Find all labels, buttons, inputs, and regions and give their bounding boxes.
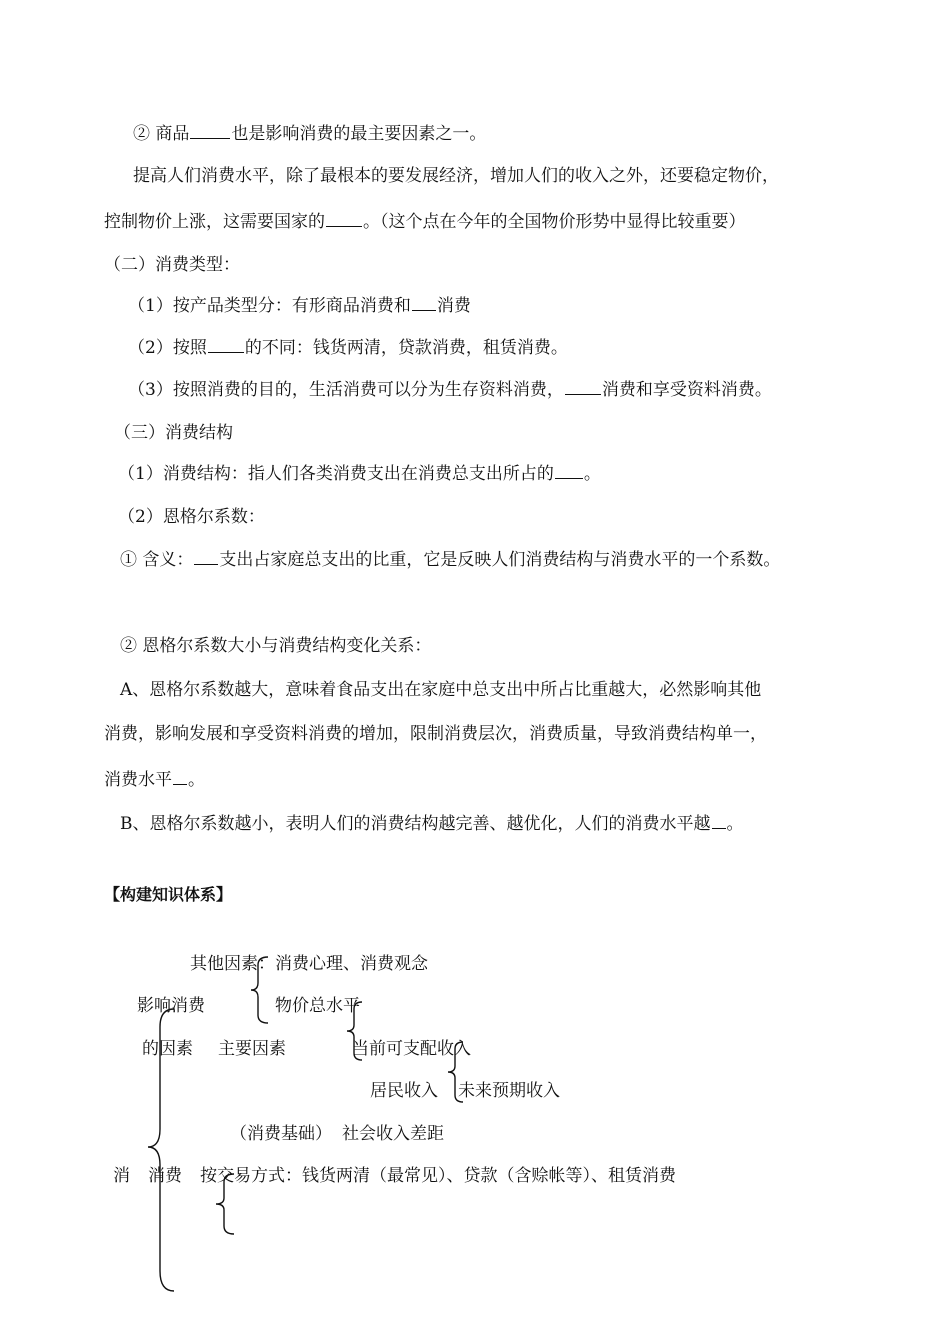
blank-field	[326, 210, 362, 227]
brace-icon	[140, 1005, 180, 1297]
diagram-basis: （消费基础）	[230, 1124, 332, 1144]
blank-field	[194, 548, 218, 565]
text-line: 消费，影响发展和享受资料消费的增加，限制消费层次，消费质量，导致消费结构单一，	[104, 724, 767, 744]
blank-field	[208, 336, 244, 353]
brace-icon	[342, 1000, 366, 1062]
text-line: A、恩格尔系数越大，意味着食品支出在家庭中总支出中所占比重越大，必然影响其他	[120, 680, 762, 700]
diagram-income-gap: 社会收入差距	[342, 1124, 444, 1144]
diagram-xiaofei: 消费	[148, 1166, 182, 1186]
blank-field	[412, 294, 436, 311]
diagram-future-income: 未来预期收入	[458, 1081, 560, 1101]
text-line: （2）恩格尔系数：	[118, 507, 265, 527]
text-line: ② 商品 也是影响消费的最主要因素之一。	[133, 124, 487, 144]
blank-field	[173, 768, 187, 785]
blank-field	[565, 378, 601, 395]
diagram-other-factors: 其他因素：消费心理、消费观念	[190, 954, 428, 974]
diagram-price-level: 物价总水平	[275, 996, 360, 1016]
brace-icon	[248, 955, 272, 1025]
text-line: 提高人们消费水平，除了最根本的要发展经济，增加人们的收入之外，还要稳定物价，	[133, 166, 779, 186]
section-title: 【构建知识体系】	[104, 885, 233, 904]
text-line: （1）消费结构：指人们各类消费支出在消费总支出所占的 。	[118, 464, 601, 484]
section-heading: （二）消费类型：	[104, 255, 240, 275]
brace-icon	[210, 1172, 240, 1236]
text-line: 消费水平 。	[104, 770, 205, 790]
diagram-by-trade: 按交易方式：钱货两清（最常见）、贷款（含赊帐等）、租赁消费	[200, 1166, 676, 1186]
blank-field	[712, 812, 726, 829]
blank-field	[555, 462, 583, 479]
blank-field	[190, 122, 230, 139]
text-line: ② 恩格尔系数大小与消费结构变化关系：	[120, 636, 432, 656]
diagram-resident-income: 居民收入	[370, 1081, 438, 1101]
brace-icon	[443, 1040, 467, 1104]
diagram-factors: 的因素	[142, 1039, 193, 1059]
diagram-current-income: 当前可支配收入	[352, 1039, 471, 1059]
text-line: 控制物价上涨，这需要国家的 。（这个点在今年的全国物价形势中显得比较重要）	[104, 212, 746, 232]
text-line: B、恩格尔系数越小，表明人们的消费结构越完善、越优化，人们的消费水平越 。	[120, 814, 744, 834]
text-line: （1）按产品类型分：有形商品消费和 消费	[128, 296, 471, 316]
diagram-main-factors: 主要因素	[218, 1039, 286, 1059]
diagram-influence: 影响消费	[137, 996, 205, 1016]
section-heading: （三）消费结构	[114, 423, 233, 443]
diagram-xiao: 消	[113, 1166, 130, 1186]
text-line: （2）按照 的不同：钱货两清，贷款消费，租赁消费。	[128, 338, 568, 358]
text-line: （3）按照消费的目的，生活消费可以分为生存资料消费， 消费和享受资料消费。	[128, 380, 772, 400]
text-line: ① 含义： 支出占家庭总支出的比重，它是反映人们消费结构与消费水平的一个系数。	[120, 550, 781, 570]
